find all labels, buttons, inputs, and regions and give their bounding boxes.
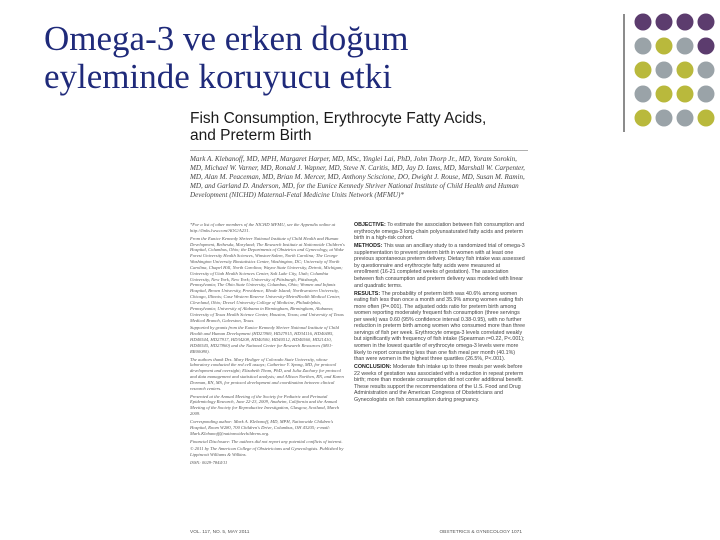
decorative-dot — [656, 38, 673, 55]
affiliation-paragraph: The authors thank Drs. Mary Hediger of Colorado State University, whose laboratory conducted the red cell assays; Catherine Y. Spong, MD, for protocol development and oversight; Elizabeth Thom, PhD, and Julia Zachary for protocol and data management and statistical analysis; and Allison Northen, RN, and Karen Dorman, RN, MS, for protocol development and coordination between clinical research centers. — [190, 356, 344, 391]
decorative-dot — [698, 14, 715, 31]
article-title — [190, 110, 528, 144]
article-title-line: Fish Consumption, Erythrocyte Fatty Acids, — [190, 110, 487, 127]
abstract-label: METHODS: — [354, 243, 383, 250]
decorative-dot — [635, 62, 652, 79]
article-page — [190, 110, 528, 540]
article-title-line: and Preterm Birth — [190, 127, 312, 144]
title-rule — [190, 150, 528, 151]
affiliation-paragraph: From the Eunice Kennedy Shriver National Institute of Child Health and Human Development, Bethesda, Maryland; The Research Institute at Nationwide Children's Hospital, Columbus, Ohio; the Departments of Obstetrics and Gynecology, at Wake Forest University Health Sciences, Winston-Salem, North Carolina; The George Washington University Biostatistics Center, Washington, DC; University of North Carolina, Chapel Hill, North Carolina; Wayne State University, Detroit, Michigan; University of Utah Health Sciences Center, Salt Lake City, Utah; Columbia University, New York, New York; University of Pittsburgh, Pittsburgh, Pennsylvania; The Ohio State University, Columbus, Ohio; Women and Infants Hospital, Brown University, Providence, Rhode Island; Northwestern University, Chicago, Illinois; Case Western Reserve University-MetroHealth Medical Center, Cleveland, Ohio; Drexel University College of Medicine, Philadelphia, Pennsylvania; University of Alabama in Birmingham, Birmingham, Alabama; University of Texas Health Science Center, Houston, Texas; and University of Texas Medical Branch, Galveston, Texas. — [190, 235, 345, 323]
divider-line — [623, 14, 625, 132]
abstract-label: RESULTS: — [354, 290, 381, 297]
abstract-text: To estimate the association between fish consumption and erythrocyte omega-3 long-chain polyunsaturated fatty acids and preterm birth in a high-risk cohort. — [354, 222, 525, 242]
affiliation-paragraph: Presented at the Annual Meeting of the Society for Pediatric and Perinatal Epidemiology Research, June 22-23, 2009, Anaheim, California and the Annual Meeting of the Society for Reproductive Investigation, Glasgow, Scotland, March 2009. — [190, 393, 340, 417]
decorative-dot — [656, 62, 673, 79]
affiliation-paragraph: Financial Disclosure: The authors did not report any potential conflicts of interest. — [190, 438, 343, 444]
decorative-dot — [698, 86, 715, 103]
affiliation-paragraph: Supported by grants from the Eunice Kennedy Shriver National Institute of Child Health and Human Development (HD27869, HD27915, HD34116, HD40485, HD40544, HD27917, HD34208, HD40500, HD40512, HD40560, HD21410, HD40545, HD27860) and the National Center for Research Resources (M01-RR00080). — [190, 325, 339, 354]
abstract-section — [354, 291, 526, 363]
abstract-section — [354, 222, 526, 242]
affiliation-paragraph: ISSN: 0029-7844/11 — [190, 460, 228, 466]
affiliation-paragraph: © 2011 by The American College of Obstetricians and Gynecologists. Published by Lippincott Williams & Wilkins. — [190, 446, 344, 458]
abstract-section — [354, 243, 526, 289]
abstract-text: The probability of preterm birth was 40.6% among women eating fish less than once a month and 35.9% among women eating fish more often (P=.001). The adjusted odds ratio for preterm birth among women reporting moderately frequent fish consumption (three servings per week) was 0.60 (95% confidence interval 0.38-0.95), with no further reduction in preterm birth among women who consumed more than three servings of fish per week. Erythrocyte omega-3 levels correlated weakly but significantly with frequency of fish intake (Spearman r=0.22, P<.001); women in the lowest quartile of erythrocyte omega-3 levels were more likely to report consuming less than one fish meal per month (40.1%) than were women in the highest three quartiles (26.5%, P<.001). — [354, 290, 526, 363]
journal-volume: VOL. 117, NO. 5, MAY 2011 — [190, 530, 250, 535]
abstract-label: CONCLUSION: — [354, 364, 392, 371]
decorative-dot — [635, 14, 652, 31]
affiliation-paragraph: *For a list of other members of the NICHD MFMU, see the Appendix online at http://links.lww.com/AOG/A231. — [190, 222, 336, 233]
decorative-dot — [698, 110, 715, 127]
decorative-dot — [656, 14, 673, 31]
decorative-dot — [677, 86, 694, 103]
decorative-dot — [635, 38, 652, 55]
abstract-text: Moderate fish intake up to three meals per week before 22 weeks of gestation was associated with a reduction in repeat preterm birth; more than moderate consumption did not confer additional benefit. These results support the recommendations of the U.S. Food and Drug Administration and the American Congress of Obstetricians and Gynecologists on fish consumption during pregnancy. — [354, 364, 524, 403]
decorative-dot — [698, 38, 715, 55]
decorative-dot — [698, 62, 715, 79]
decorative-dot — [635, 110, 652, 127]
slide-title: Omega-3 ve erken doğum eyleminde koruyucu etki — [44, 19, 409, 96]
decorative-dot — [635, 86, 652, 103]
decorative-dot — [656, 86, 673, 103]
abstract-text: This was an ancillary study to a randomized trial of omega-3 supplementation to prevent preterm birth in women with at least one previous spontaneous preterm delivery. Dietary fish intake was assessed by questionnaire and erythrocyte fatty acids were measured at enrollment (16-21 completed weeks of gestation). The association between fish consumption and preterm delivery was modeled with linear and quadratic terms. — [354, 243, 525, 289]
decorative-dot — [677, 14, 694, 31]
article-body — [190, 222, 528, 532]
abstract-label: OBJECTIVE: — [354, 222, 386, 228]
abstract-section — [354, 364, 526, 403]
affiliations-column — [190, 222, 345, 468]
decorative-dot — [677, 38, 694, 55]
decorative-dot — [656, 110, 673, 127]
journal-page: OBSTETRICS & GYNECOLOGY 1071 — [439, 530, 522, 535]
decorative-dot — [677, 110, 694, 127]
affiliation-paragraph: Corresponding author: Mark A. Klebanoff, MD, MPH, Nationwide Children's Hospital, Room W280, 700 Children's Drive, Columbus, OH 43205; e-mail: Mark.Klebanoff@nationwidechildrens.org. — [190, 419, 334, 436]
decorative-dot-grid — [633, 12, 715, 132]
article-authors: Mark A. Klebanoff, MD, MPH, Margaret Harper, MD, MSc, Yinglei Lai, PhD, John Thorp Jr., MD, Yoram Sorokin, MD, Michael W. Varner, MD, Ronald J. Wapner, MD, Steve N. Caritis, MD, Jay D. Iams, MD, Marshall W. Carpenter, MD, Alan M. Peaceman, MD, Brian M. Mercer, MD, Anthony Sciscione, DO, Dwight J. Rouse, MD, Susan M. Ramin, MD, and Garland D. Anderson, MD, for the Eunice Kennedy Shriver National Institute of Child Health and Human Development (NICHD) Maternal-Fetal Medicine Units Network (MFMU)* — [190, 155, 525, 200]
decorative-dot — [677, 62, 694, 79]
abstract-column — [354, 222, 526, 405]
